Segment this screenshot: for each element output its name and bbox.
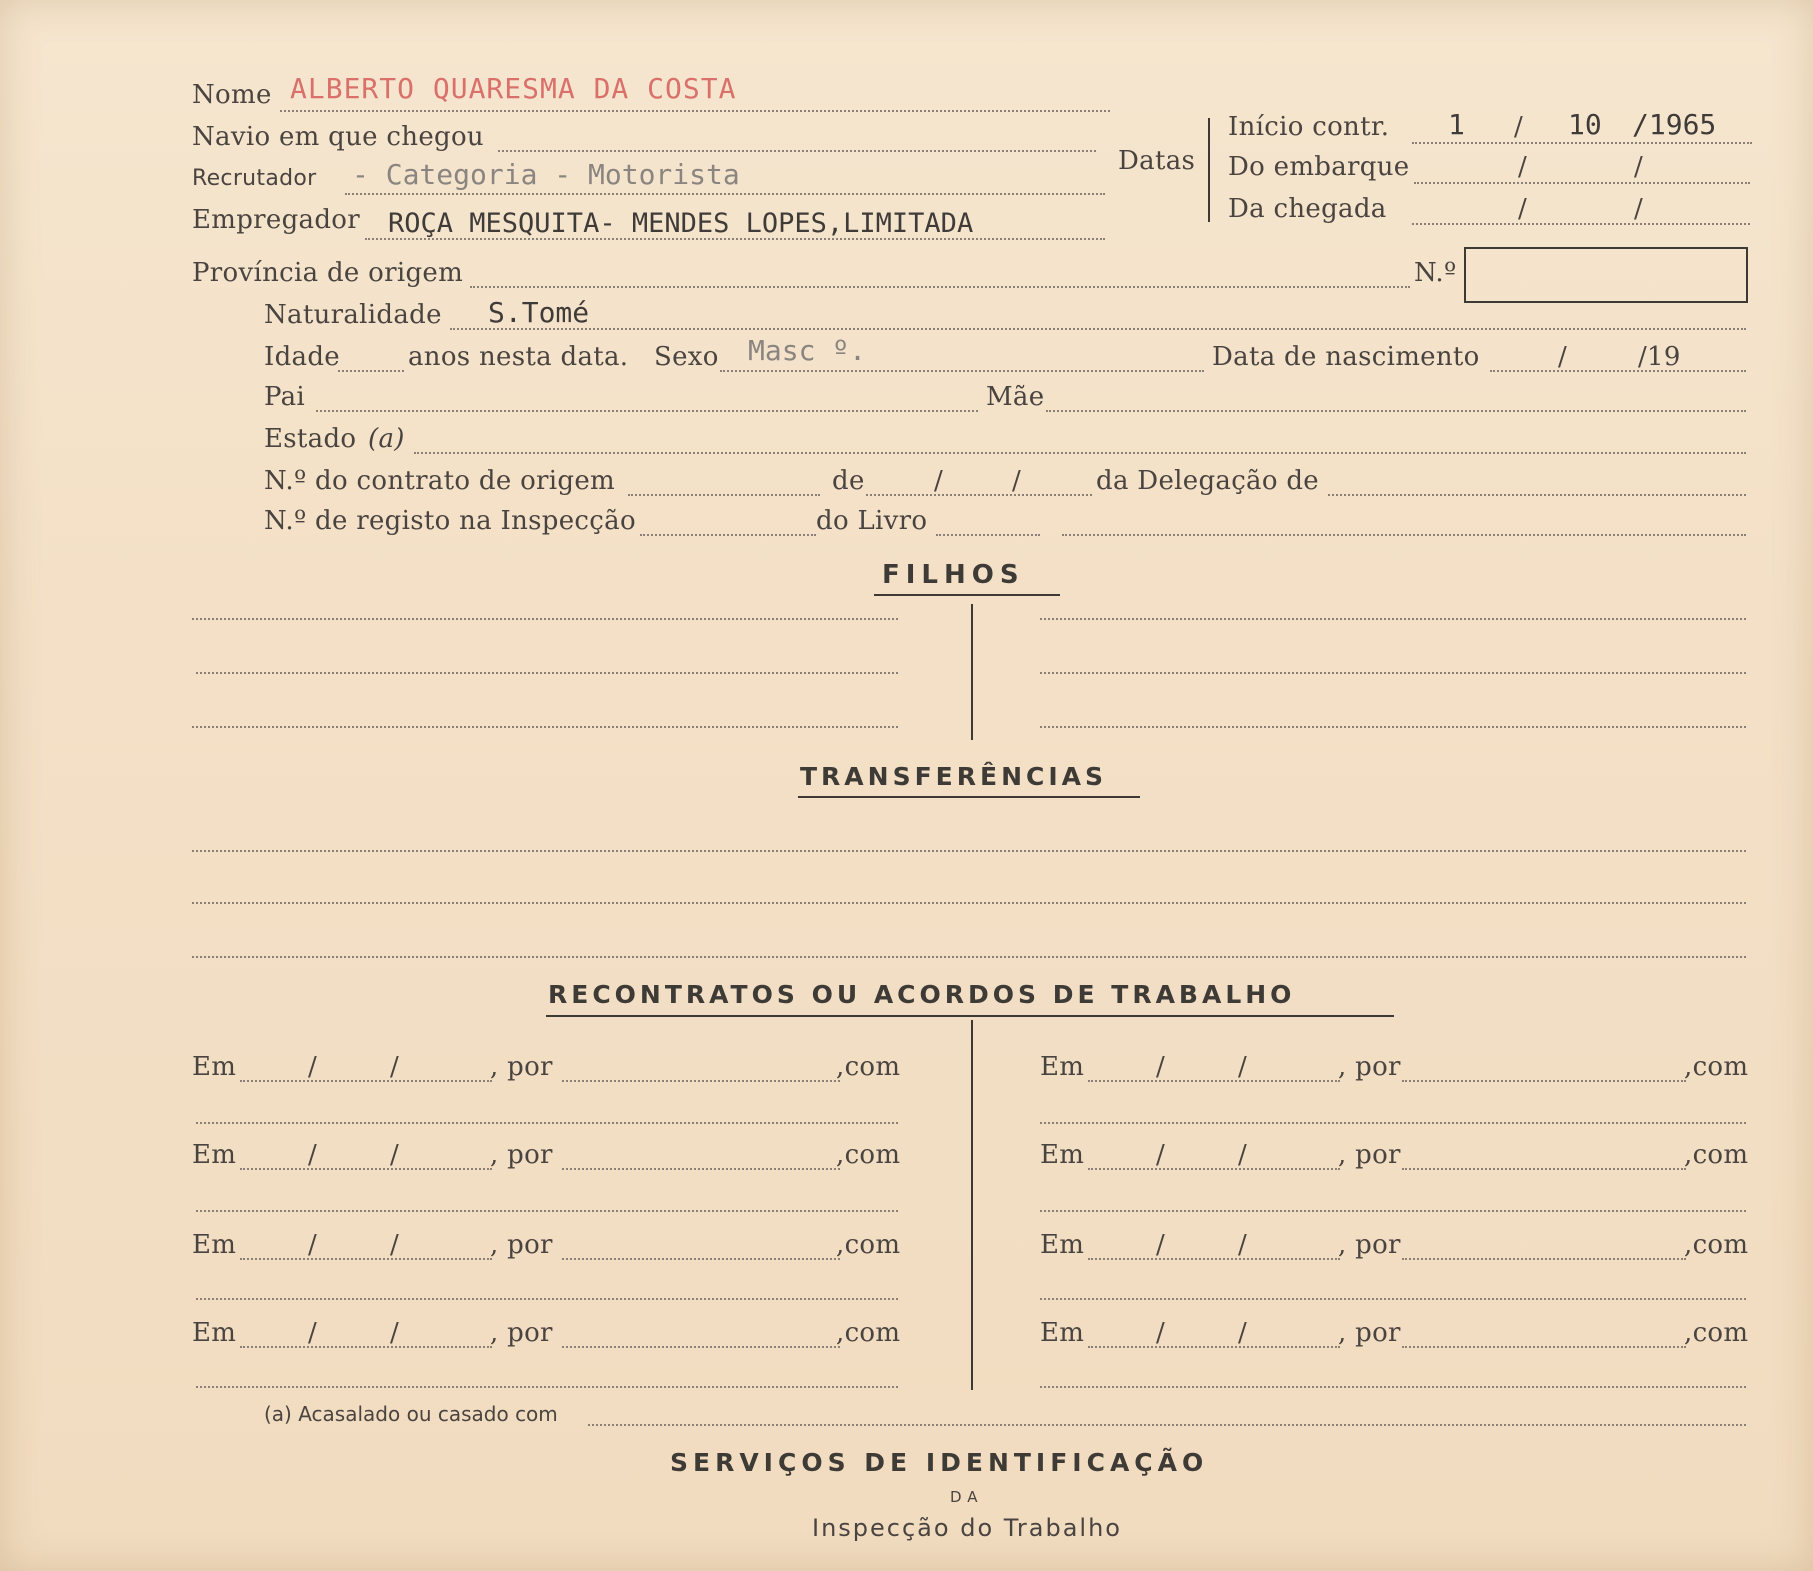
- date-line: [1088, 1080, 1340, 1082]
- filhos-line-l3: [192, 726, 898, 728]
- em-label: Em: [192, 1230, 237, 1260]
- por-line: [562, 1080, 840, 1082]
- slash: /: [390, 1052, 400, 1082]
- registo-label: N.º de registo na Inspecção: [264, 506, 636, 536]
- nome-label: Nome: [192, 80, 272, 110]
- slash: /: [308, 1052, 318, 1082]
- naturalidade-value: S.Tomé: [488, 296, 590, 329]
- empregador-line: [365, 238, 1105, 240]
- registo-line: [640, 534, 816, 536]
- date-line: [1088, 1258, 1340, 1260]
- footer-title: SERVIÇOS DE IDENTIFICAÇÃO: [670, 1448, 1209, 1477]
- embarque-label: Do embarque: [1228, 152, 1410, 182]
- naturalidade-line: [450, 328, 1746, 330]
- recrutador-line: [345, 193, 1105, 195]
- footnote-text: (a) Acasalado ou casado com: [264, 1402, 558, 1426]
- inicio-slash: /: [1514, 112, 1524, 142]
- chegada-line: [1412, 223, 1750, 225]
- slash: /: [308, 1318, 318, 1348]
- em-label: Em: [192, 1052, 237, 1082]
- estado-line: [414, 452, 1746, 454]
- slash: /: [1238, 1052, 1248, 1082]
- recrutador-value: - Categoria - Motorista: [352, 158, 740, 191]
- empregador-value: ROÇA MESQUITA- MENDES LOPES,LIMITADA: [388, 208, 974, 239]
- slash: /: [1156, 1052, 1166, 1082]
- nasc-line: [1490, 370, 1746, 372]
- chegada-slash-1: /: [1518, 194, 1528, 224]
- inicio-line: [1412, 142, 1752, 144]
- por-line: [1402, 1346, 1686, 1348]
- estado-label: Estado: [264, 424, 357, 454]
- slash: /: [390, 1230, 400, 1260]
- por-label: , por: [1338, 1140, 1401, 1170]
- em-label: Em: [1040, 1230, 1085, 1260]
- recontratos-divider: [971, 1020, 973, 1390]
- com-label: ,com: [836, 1140, 901, 1170]
- empregador-label: Empregador: [192, 205, 360, 235]
- inicio-day: 1: [1448, 108, 1465, 141]
- inicio-month: 10: [1568, 108, 1602, 141]
- nasc-slash: /: [1558, 342, 1568, 372]
- transferencias-heading: TRANSFERÊNCIAS: [800, 762, 1107, 791]
- por-line: [1402, 1168, 1686, 1170]
- recontrato-line-r1: [1040, 1122, 1746, 1124]
- com-label: ,com: [1684, 1052, 1749, 1082]
- contrato-line: [628, 494, 820, 496]
- por-line: [1402, 1258, 1686, 1260]
- anos-label: anos nesta data.: [408, 342, 629, 372]
- recontrato-line-l4: [196, 1386, 898, 1388]
- recontratos-underline: [546, 1015, 1394, 1017]
- em-label: Em: [1040, 1318, 1085, 1348]
- com-label: ,com: [836, 1052, 901, 1082]
- por-label: , por: [490, 1230, 553, 1260]
- filhos-line-r2: [1040, 672, 1746, 674]
- mae-line: [1046, 410, 1746, 412]
- recrutador-label: Recrutador: [192, 166, 317, 191]
- slash: /: [390, 1318, 400, 1348]
- chegada-slash-2: /: [1634, 194, 1644, 224]
- em-label: Em: [192, 1140, 237, 1170]
- slash: /: [1238, 1140, 1248, 1170]
- provincia-line: [470, 286, 1410, 288]
- livro-line-2: [1062, 534, 1746, 536]
- estado-note: (a): [368, 424, 405, 454]
- filhos-line-r3: [1040, 726, 1746, 728]
- naturalidade-label: Naturalidade: [264, 300, 442, 330]
- slash: /: [1156, 1140, 1166, 1170]
- footnote-line: [588, 1424, 1746, 1426]
- por-label: , por: [1338, 1230, 1401, 1260]
- nome-value: ALBERTO QUARESMA DA COSTA: [290, 72, 737, 105]
- date-line: [240, 1346, 492, 1348]
- por-line: [562, 1168, 840, 1170]
- transferencias-line-1: [192, 850, 1746, 852]
- slash: /: [1238, 1318, 1248, 1348]
- numero-box: [1464, 247, 1748, 303]
- chegada-label: Da chegada: [1228, 194, 1387, 224]
- contrato-slash-2: /: [1012, 466, 1022, 496]
- por-line: [562, 1346, 840, 1348]
- recontrato-line-r3: [1040, 1298, 1746, 1300]
- date-line: [1088, 1168, 1340, 1170]
- recontrato-line-r2: [1040, 1210, 1746, 1212]
- navio-line: [498, 150, 1096, 152]
- delegacao-line: [1328, 494, 1746, 496]
- transferencias-underline: [798, 796, 1140, 798]
- contrato-label: N.º do contrato de origem: [264, 466, 615, 496]
- pai-line: [316, 410, 978, 412]
- navio-label: Navio em que chegou: [192, 122, 484, 152]
- mae-label: Mãe: [986, 382, 1045, 412]
- livro-label: do Livro: [816, 506, 928, 536]
- nome-line: [280, 110, 1110, 112]
- por-line: [562, 1258, 840, 1260]
- delegacao-label: da Delegação de: [1096, 466, 1319, 496]
- filhos-line-l2: [196, 672, 898, 674]
- com-label: ,com: [1684, 1318, 1749, 1348]
- filhos-line-l1: [192, 618, 898, 620]
- footer-da: DA: [950, 1488, 984, 1506]
- slash: /: [1238, 1230, 1248, 1260]
- com-label: ,com: [1684, 1230, 1749, 1260]
- footer-subtitle: Inspecção do Trabalho: [812, 1514, 1122, 1542]
- por-label: , por: [490, 1140, 553, 1170]
- slash: /: [308, 1230, 318, 1260]
- filhos-divider: [971, 604, 973, 740]
- recontrato-line-l3: [196, 1298, 898, 1300]
- date-line: [1088, 1346, 1340, 1348]
- transferencias-line-3: [192, 956, 1746, 958]
- filhos-line-r1: [1040, 618, 1746, 620]
- idade-line: [338, 370, 404, 372]
- embarque-slash-2: /: [1634, 152, 1644, 182]
- slash: /: [390, 1140, 400, 1170]
- sexo-line: [720, 370, 1204, 372]
- filhos-heading: FILHOS: [882, 560, 1025, 590]
- provincia-label: Província de origem: [192, 258, 464, 288]
- recontrato-line-l2: [196, 1210, 898, 1212]
- nasc-year: /19: [1638, 342, 1681, 372]
- date-line: [240, 1258, 492, 1260]
- contrato-date-line: [866, 494, 1092, 496]
- embarque-line: [1414, 182, 1750, 184]
- contrato-slash-1: /: [934, 466, 944, 496]
- em-label: Em: [192, 1318, 237, 1348]
- inicio-year: /1965: [1632, 108, 1717, 141]
- livro-line: [936, 534, 1040, 536]
- date-line: [240, 1080, 492, 1082]
- pai-label: Pai: [264, 382, 306, 412]
- recontratos-heading: RECONTRATOS OU ACORDOS DE TRABALHO: [548, 980, 1296, 1009]
- inicio-label: Início contr.: [1228, 112, 1390, 142]
- numero-label: N.º: [1414, 258, 1457, 288]
- por-label: , por: [1338, 1052, 1401, 1082]
- idade-label: Idade: [264, 342, 340, 372]
- recontrato-line-l1: [196, 1122, 898, 1124]
- em-label: Em: [1040, 1140, 1085, 1170]
- filhos-underline: [874, 594, 1060, 596]
- por-label: , por: [1338, 1318, 1401, 1348]
- datas-label: Datas: [1118, 146, 1196, 176]
- datas-bracket: [1208, 118, 1210, 222]
- com-label: ,com: [836, 1230, 901, 1260]
- date-line: [240, 1168, 492, 1170]
- data-nascimento-label: Data de nascimento: [1212, 342, 1480, 372]
- slash: /: [1156, 1230, 1166, 1260]
- slash: /: [1156, 1318, 1166, 1348]
- slash: /: [308, 1140, 318, 1170]
- recontrato-line-r4: [1040, 1386, 1746, 1388]
- contrato-de-label: de: [832, 466, 865, 496]
- sexo-label: Sexo: [654, 342, 719, 372]
- sexo-value: Masc º.: [748, 334, 867, 367]
- transferencias-line-2: [192, 902, 1746, 904]
- embarque-slash-1: /: [1518, 152, 1528, 182]
- por-label: , por: [490, 1318, 553, 1348]
- em-label: Em: [1040, 1052, 1085, 1082]
- com-label: ,com: [836, 1318, 901, 1348]
- por-line: [1402, 1080, 1686, 1082]
- com-label: ,com: [1684, 1140, 1749, 1170]
- por-label: , por: [490, 1052, 553, 1082]
